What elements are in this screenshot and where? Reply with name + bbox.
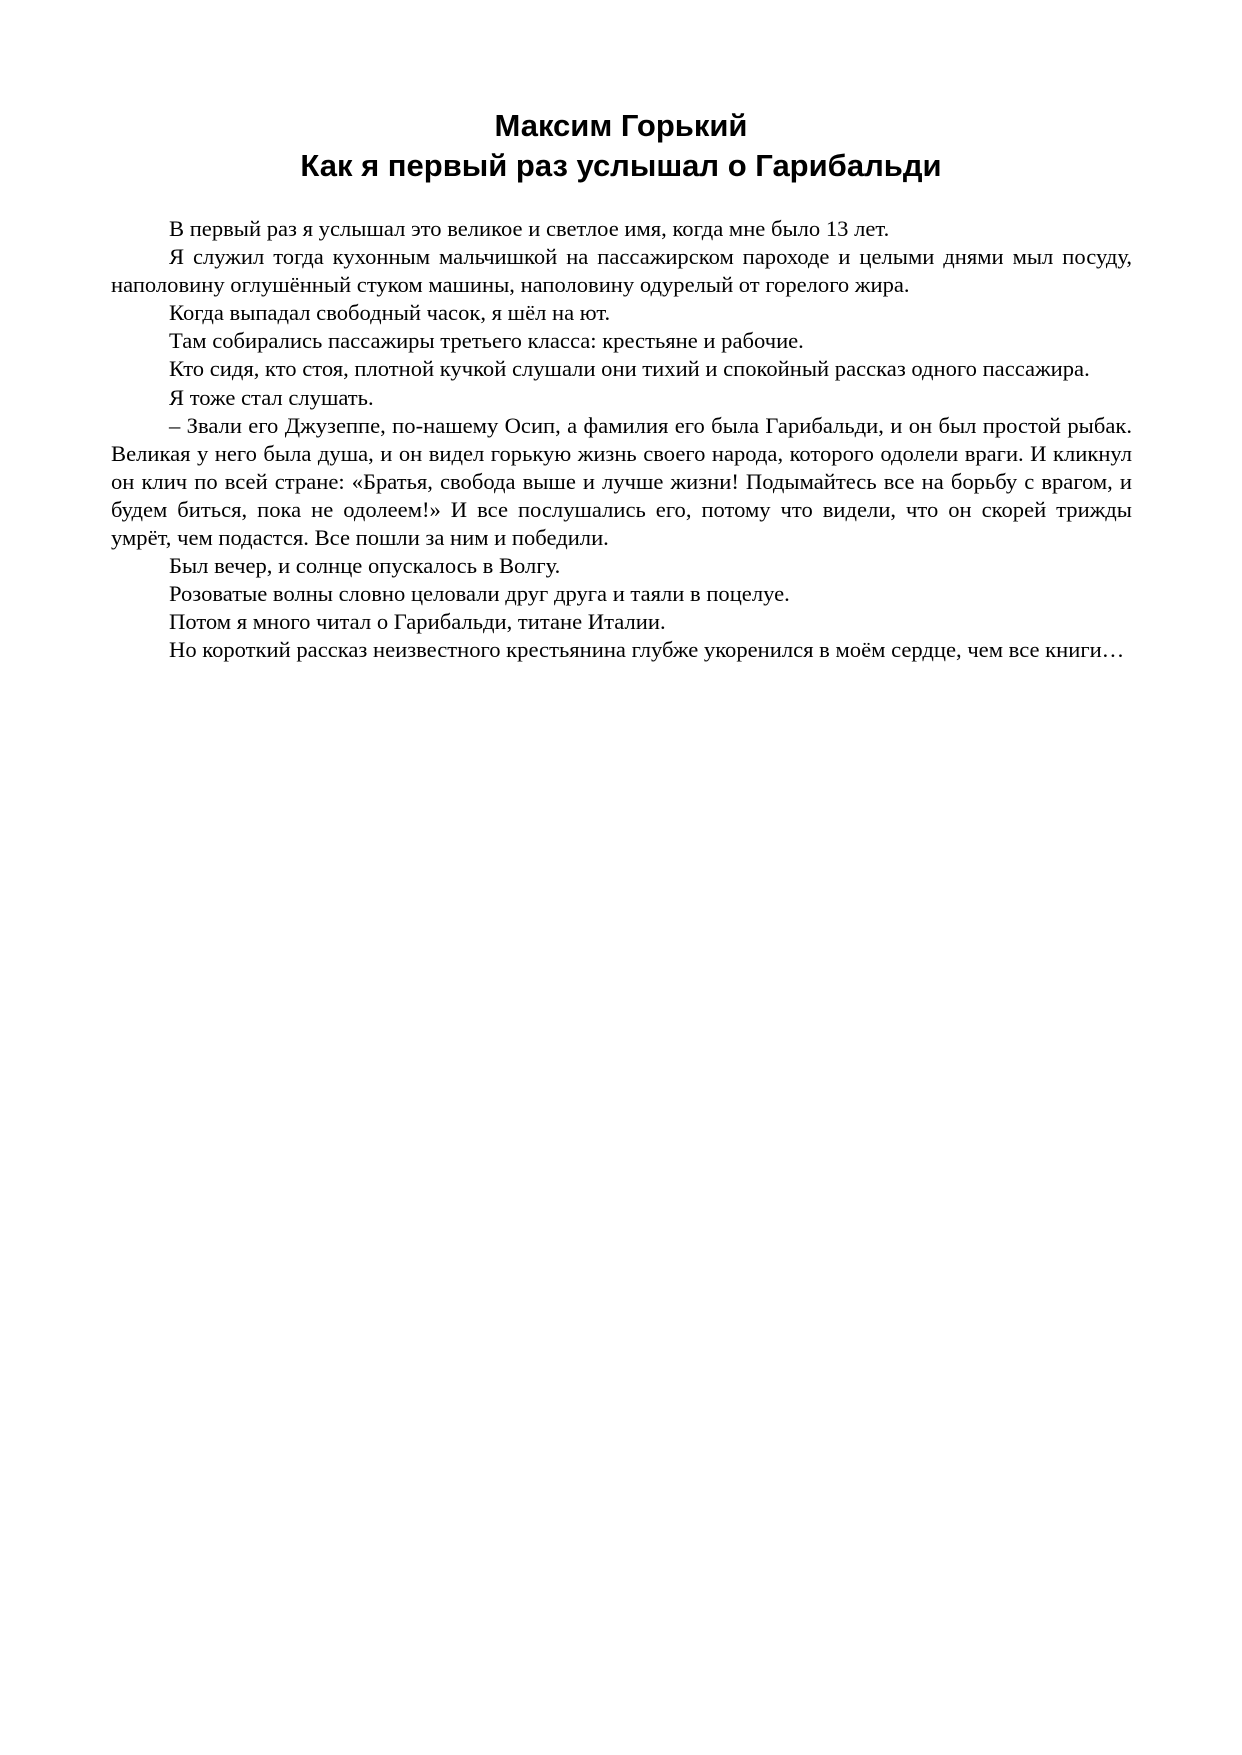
paragraph: Когда выпадал свободный часок, я шёл на ют. xyxy=(169,300,611,326)
document-header xyxy=(0,106,1242,186)
paragraph: Но короткий рассказ неизвестного крестьянина глубже укоренился в моём сердце, чем все книги… xyxy=(169,637,1125,663)
paragraph: Был вечер, и солнце опускалось в Волгу. xyxy=(169,553,561,579)
paragraph: Там собирались пассажиры третьего класса: крестьяне и рабочие. xyxy=(169,328,804,354)
paragraph: В первый раз я услышал это великое и светлое имя, когда мне было 13 лет. xyxy=(169,216,890,241)
paragraph: Потом я много читал о Гарибальди, титане Италии. xyxy=(169,609,666,635)
paragraph: Я служил тогда кухонным мальчишкой на пассажирском пароходе и целыми днями мыл посуду, наполовину оглушённый стуком машины, наполовину одурелый от горелого жира. xyxy=(111,244,1132,298)
paragraph: – Звали его Джузеппе, по-нашему Осип, а фамилия его была Гарибальди, и он был простой рыбак. Великая у него была душа, и он видел горькую жизнь своего народа, которого одолели враги. И кликнул он клич по всей стране: «Братья, свобода выше и лучше жизни! Подымайтесь все на борьбу с врагом, и будем биться, пока не одолеем!» И все послушались его, потому что видели, что он скорей трижды умрёт, чем подастся. Все пошли за ним и победили. xyxy=(111,412,1132,551)
author-name: Максим Горький xyxy=(494,108,748,143)
paragraph: Кто сидя, кто стоя, плотной кучкой слушали они тихий и спокойный рассказ одного пассажира. xyxy=(169,356,1090,382)
document-body xyxy=(111,215,1132,665)
paragraph: Я тоже стал слушать. xyxy=(169,384,374,410)
paragraph: Розоватые волны словно целовали друг друга и таяли в поцелуе. xyxy=(169,581,790,607)
document-title: Как я первый раз услышал о Гарибальди xyxy=(300,148,942,183)
